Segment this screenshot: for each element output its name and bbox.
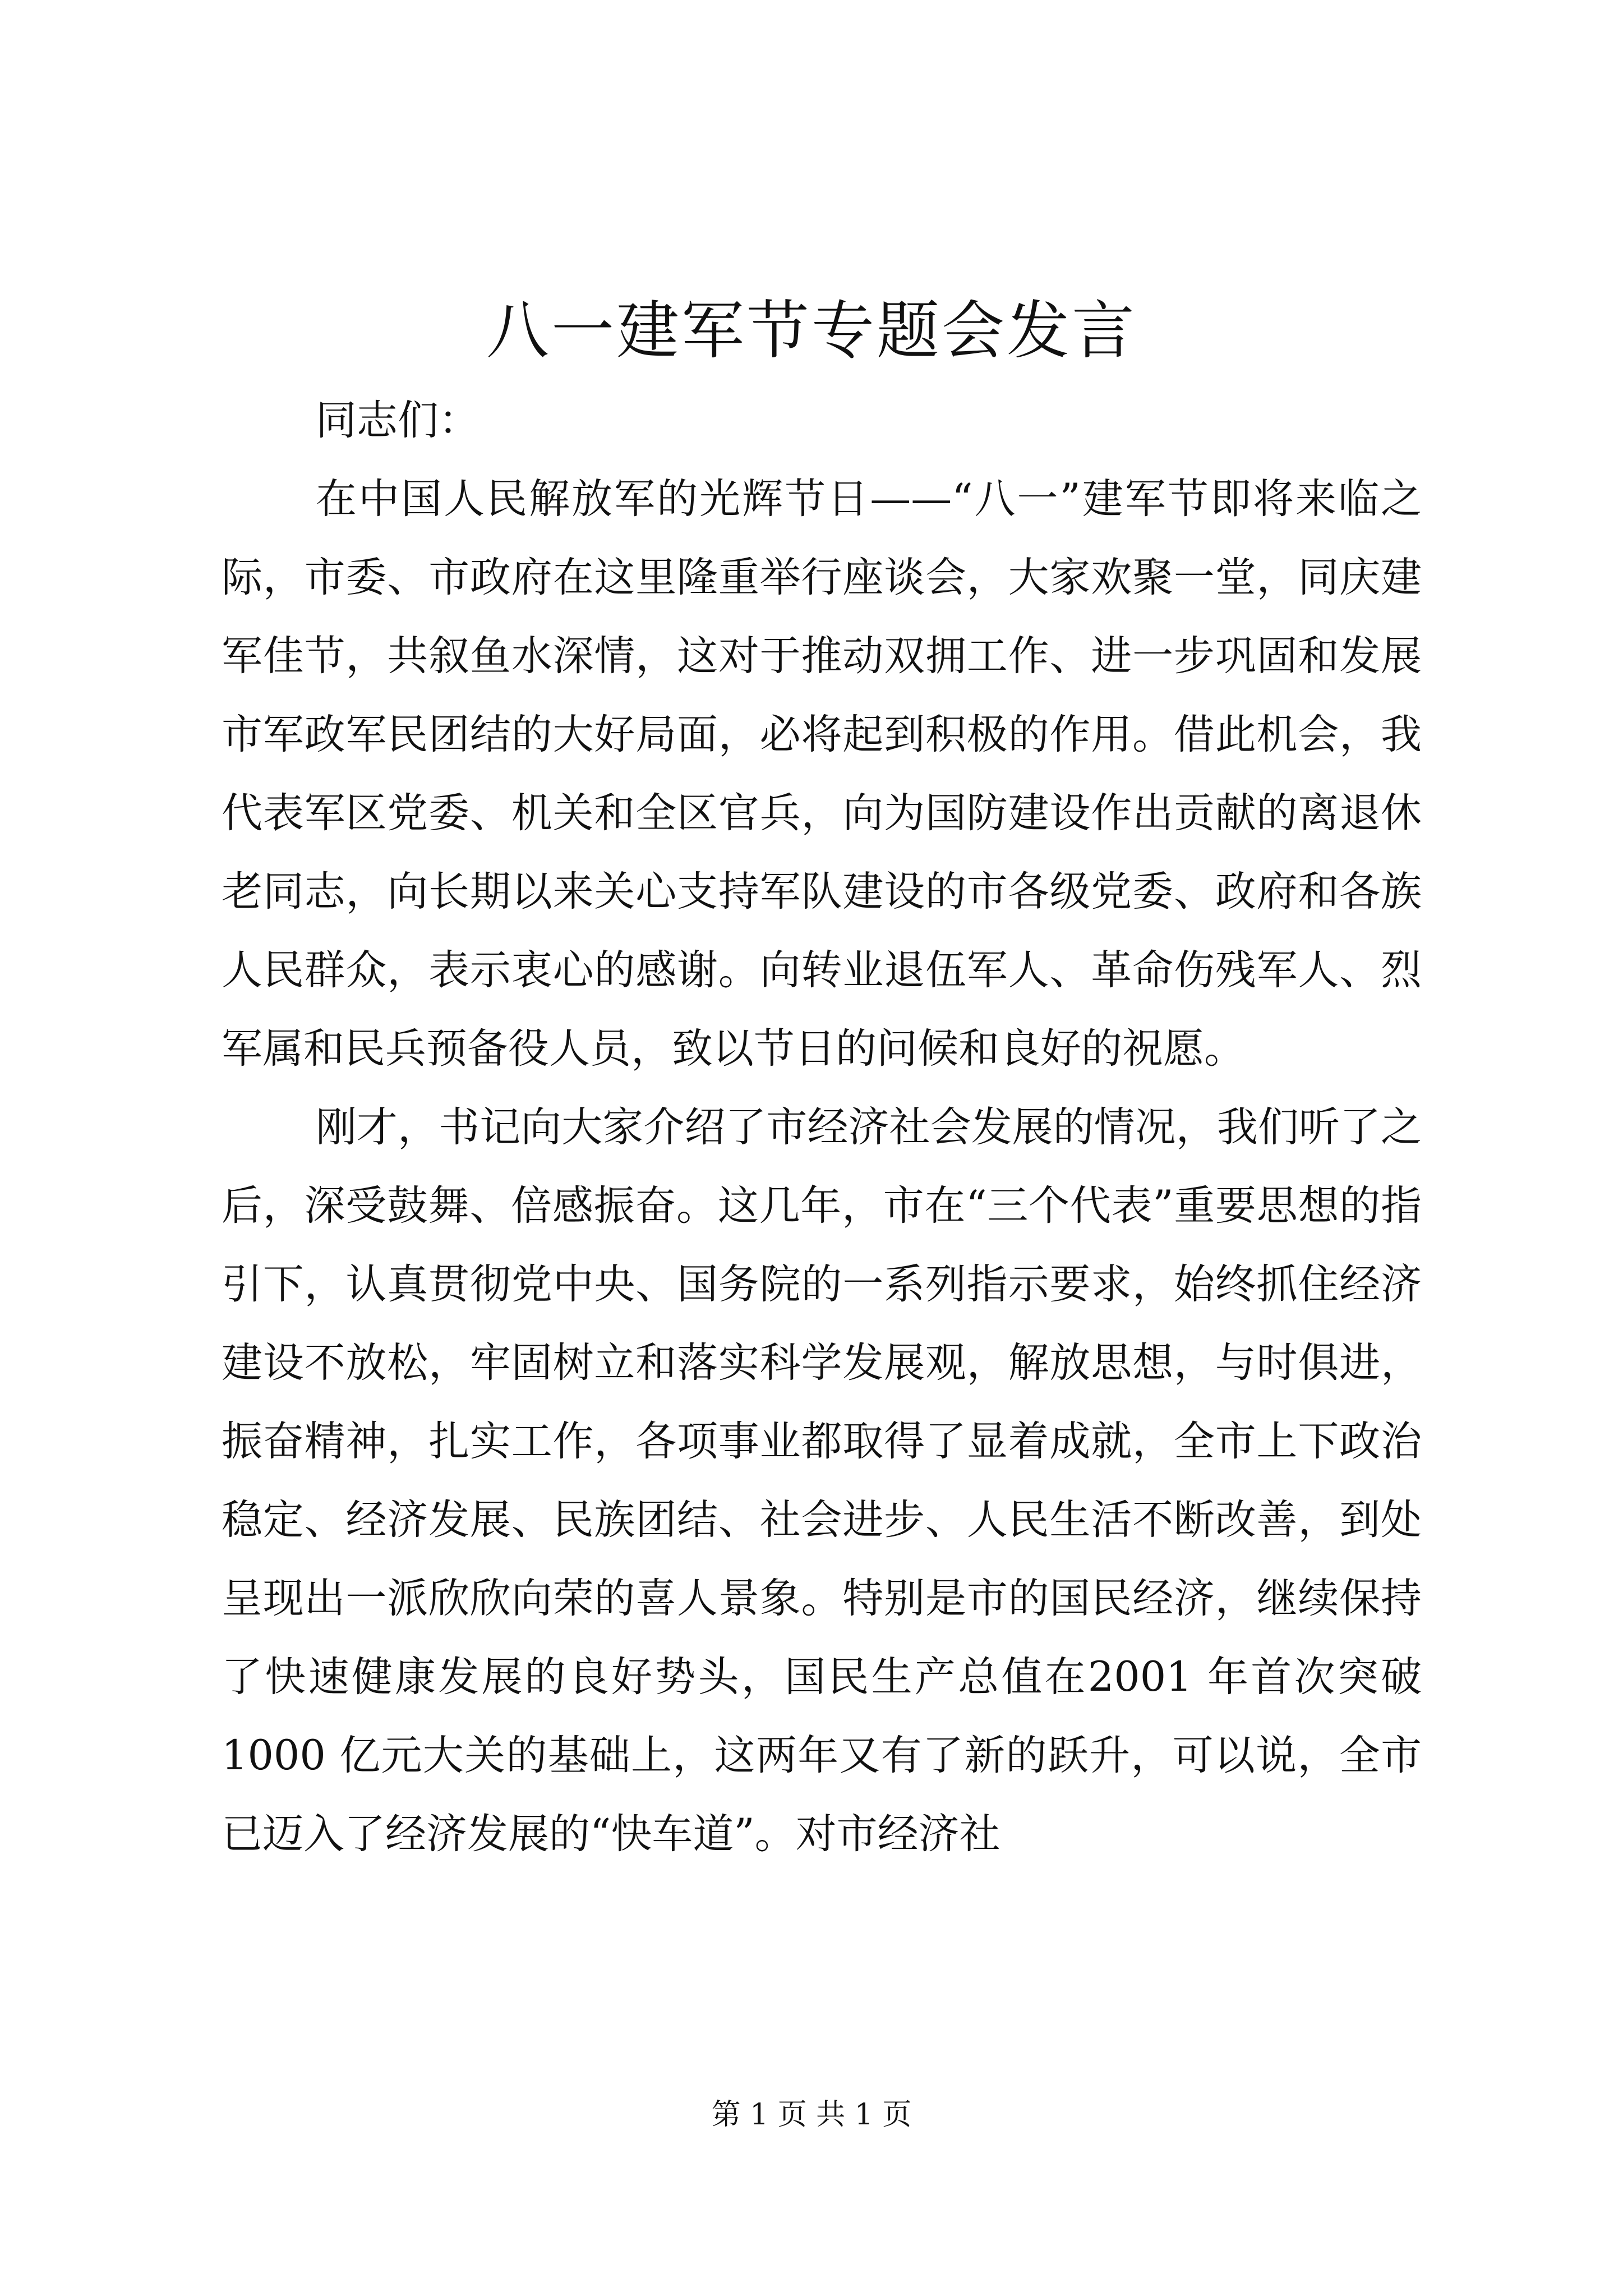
paragraph-2: 刚才，书记向大家介绍了市经济社会发展的情况，我们听了之后，深受鼓舞、倍感振奋。这几年，市在“三个代表”重要思想的指引下，认真贯彻党中央、国务院的一系列指示要求，始终抓住经济建设不放松，牢固树立和落实科学发展观，解放思想，与时俱进，振奋精神，扎实工作，各项事业都取得了显着成就，全市上下政治稳定、经济发展、民族团结、社会进步、人民生活不断改善，到处呈现出一派欣欣向荣的喜人景象。特别是市的国民经济，继续保持了快速健康发展的良好势头，国民生产总值在2001 年首次突破 1000 亿元大关的基础上，这两年又有了新的跃升，可以说，全市已迈入了经济发展的“快车道”。对市经济社 [222, 1103, 1422, 1858]
salutation: 同志们： [316, 397, 479, 444]
paragraph-1: 在中国人民解放军的光辉节日——“八一”建军节即将来临之际，市委、市政府在这里隆重举行座谈会，大家欢聚一堂，同庆建军佳节，共叙鱼水深情，这对于推动双拥工作、进一步巩固和发展市军政军民团结的大好局面，必将起到积极的作用。借此机会，我代表军区党委、机关和全区官兵，向为国防建设作出贡献的离退休老同志，向长期以来关心支持军队建设的市各级党委、政府和各族人民群众，表示衷心的感谢。向转业退伍军人、革命伤残军人、烈军属和民兵预备役人员，致以节日的问候和良好的祝愿。 [222, 475, 1422, 1073]
document-title: 八一建军节专题会发言 [486, 295, 1137, 367]
document-body [222, 381, 1422, 1874]
page-number-footer: 第 1 页 共 1 页 [711, 2098, 912, 2132]
